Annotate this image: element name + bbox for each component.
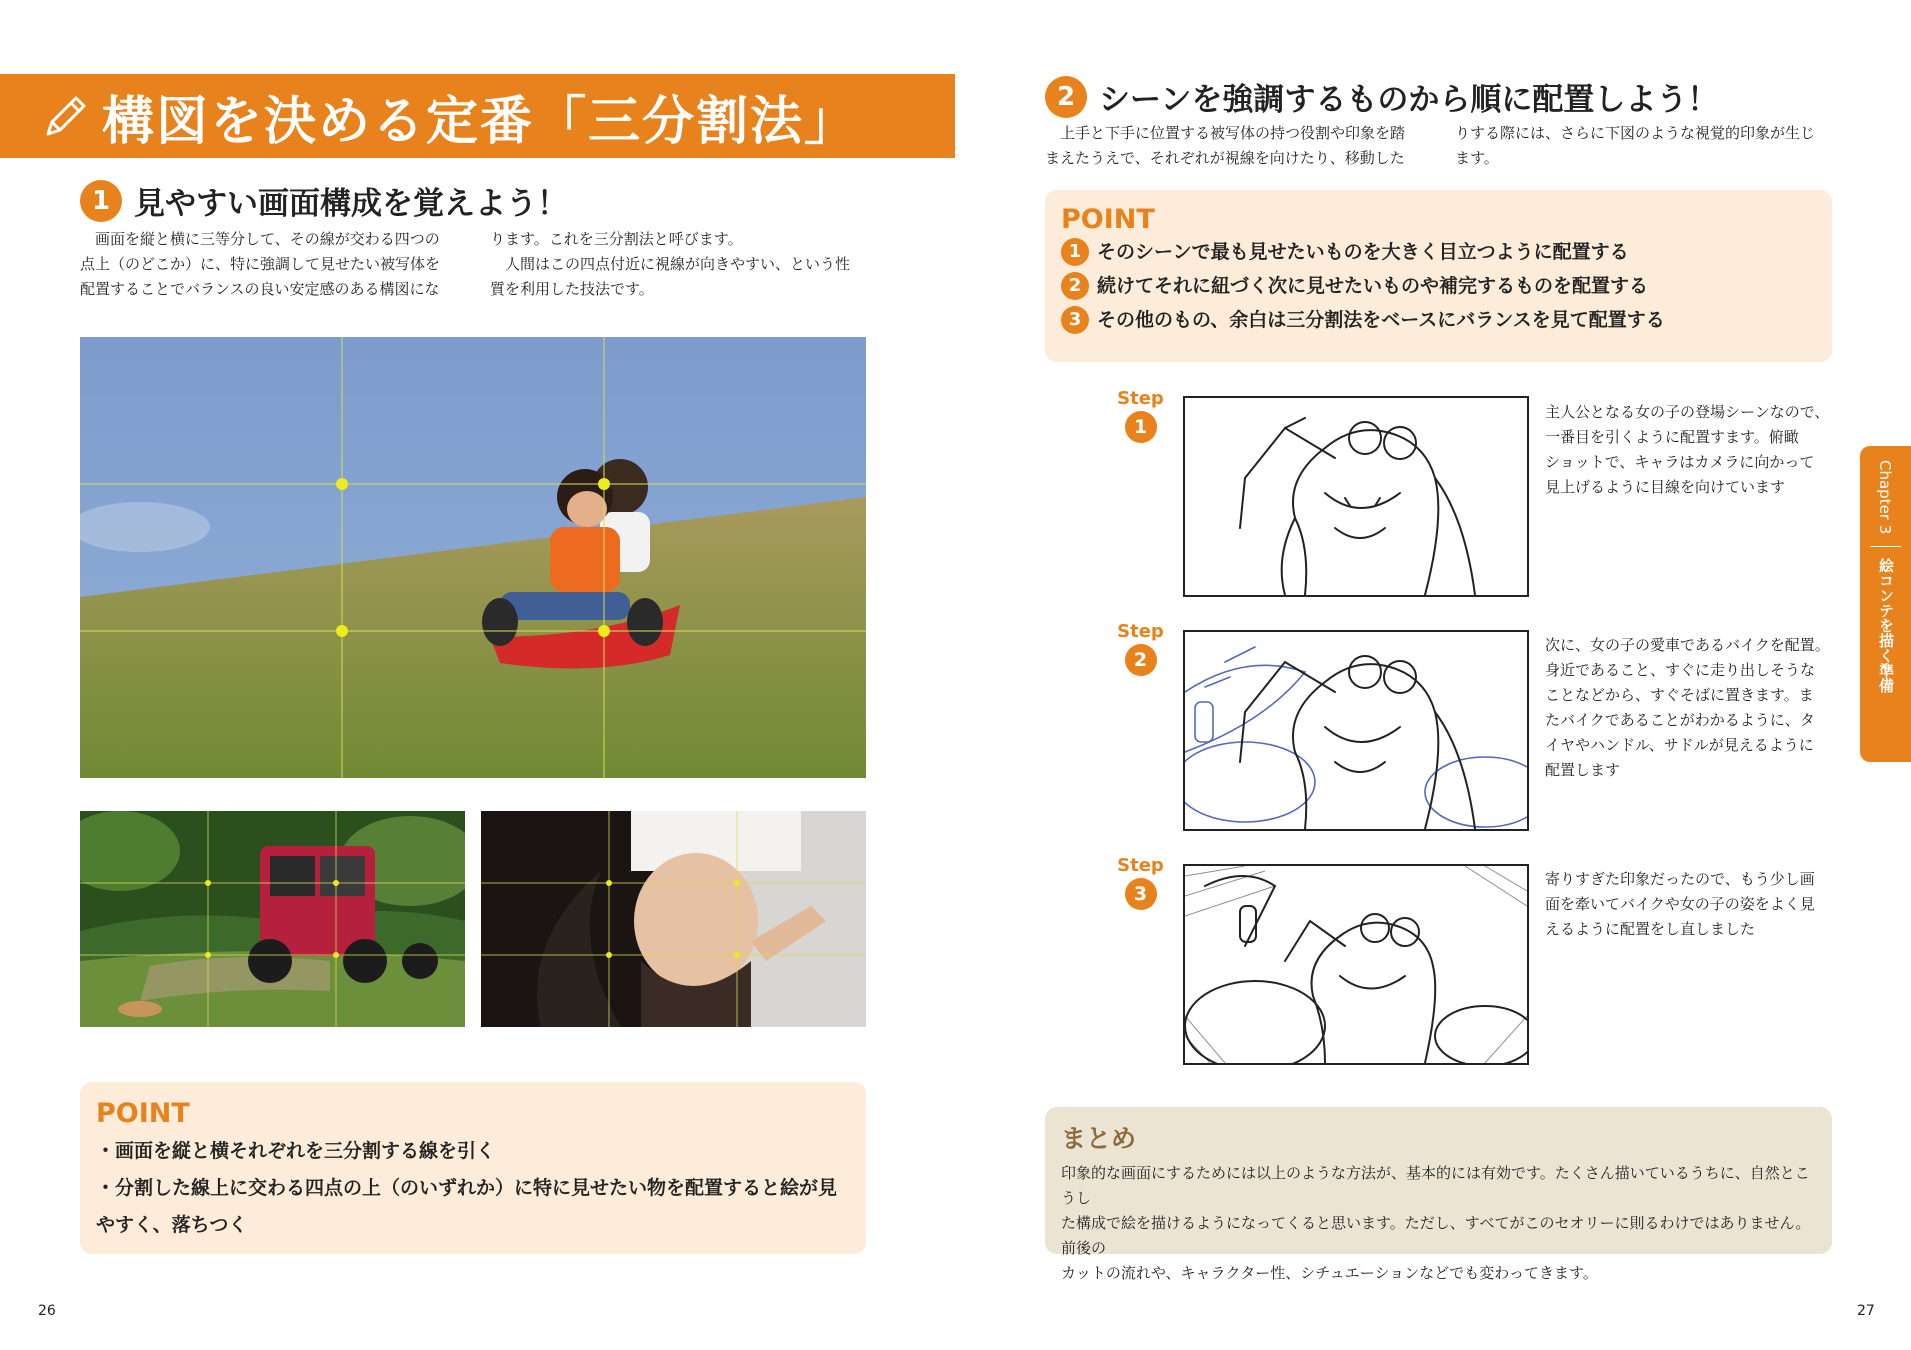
step-number-3: 3 (1125, 878, 1157, 910)
section-number-1: 1 (80, 180, 122, 222)
point-title: POINT (96, 1098, 190, 1129)
section-1-title: 見やすい画面構成を覚えよう！ (134, 186, 568, 222)
section-1-text-col1: 画面を縦と横に三等分して、その線が交わる四つの 点上（のどこか）に、特に強調して見せたい被写体を 配置することでバランスの良い安定感のある構図にな (80, 230, 441, 298)
step-2-marker: Step 2 (1113, 621, 1168, 676)
point-box-left (80, 1082, 866, 1254)
chapter-tab[interactable] (1860, 446, 1911, 762)
section-2-heading (1045, 74, 1718, 119)
page-number-right: 27 (1857, 1303, 1875, 1319)
step-2-text: 次に、女の子の愛車であるバイクを配置。 身近であること、すぐに走り出しそうな ことなどから、すぐそばに置きます。ま たバイクであることがわかるように、タ イヤやハンドル、サドルが見えるように 配置します (1545, 636, 1830, 779)
chapter-divider (1870, 546, 1901, 547)
point-box-right (1045, 190, 1832, 362)
chapter-number: Chapter 3 (1876, 460, 1894, 535)
summary-title: まとめ (1061, 1124, 1137, 1153)
summary-box (1045, 1107, 1832, 1282)
photo-tricycle (80, 811, 465, 1027)
step-1-marker: Step 1 (1113, 388, 1168, 443)
point-line-2: ・分割した線上に交わる四点の上（のいずれか）に特に見せたい物を配置すると絵が見 (96, 1177, 838, 1199)
point-line-1: ・画面を縦と横それぞれを三分割する線を引く (96, 1140, 496, 1162)
page-title-bar (0, 74, 955, 158)
pencil-icon (40, 90, 92, 142)
section-1-text-col2: ります。これを三分割法と呼びます。 人間はこの四点付近に視線が向きやすい、という性 質を利用した技法です。 (490, 230, 851, 298)
point-item-1: 1 そのシーンで最も見せたいものを大きく目立つように配置する (1061, 235, 1816, 269)
section-1-heading (80, 178, 568, 223)
step-number-2: 2 (1125, 644, 1157, 676)
step-3-text: 寄りすぎた印象だったので、もう少し画 面を牽いてバイクや女の子の姿をよく見 えるように配置をし直しました (1545, 870, 1815, 938)
point-number-2: 2 (1061, 272, 1089, 300)
page-title: 構図を決める定番「三分割法」 (102, 91, 859, 152)
section-2-title: シーンを強調するものから順に配置しよう！ (1099, 82, 1719, 118)
section-2-text-col1: 上手と下手に位置する被写体の持つ役割や印象を踏 まえたうえで、それぞれが視線を向けたり、移動した (1045, 124, 1406, 167)
chapter-title: 絵コンテを描く準備 (1877, 558, 1895, 693)
step-3-marker: Step 3 (1113, 855, 1168, 910)
photo-woman-lying (481, 811, 866, 1027)
section-2-text-col2: りする際には、さらに下図のような視覚的印象が生じ ます。 (1455, 124, 1816, 167)
storyboard-sketch-1 (1183, 396, 1529, 597)
point-number-1: 1 (1061, 238, 1089, 266)
point-title: POINT (1061, 204, 1155, 235)
point-line-3: やすく、落ちつく (96, 1214, 248, 1236)
page-number-left: 26 (38, 1303, 56, 1319)
point-item-3: 3 その他のもの、余白は三分割法をベースにバランスを見て配置する (1061, 303, 1816, 337)
step-number-1: 1 (1125, 411, 1157, 443)
section-number-2: 2 (1045, 76, 1087, 118)
photo-kids-sled (80, 337, 866, 778)
point-item-2: 2 続けてそれに紐づく次に見せたいものや補完するものを配置する (1061, 269, 1816, 303)
storyboard-sketch-3 (1183, 864, 1529, 1065)
point-number-3: 3 (1061, 306, 1089, 334)
step-1-text: 主人公となる女の子の登場シーンなので、 一番目を引くように配置すます。俯瞰 ショットで、キャラはカメラに向かって 見上げるように目線を向けています (1545, 403, 1830, 496)
storyboard-sketch-2 (1183, 630, 1529, 831)
summary-text: 印象的な画面にするためには以上のような方法が、基本的には有効です。たくさん描いているうちに、自然とこうし た構成で絵を描けるようになってくると思います。ただし、すべてがこのセオリーに則るわけではありません。前後の カットの流れや、キャラクター性、シチュエーションなどでも変わってきます。 (1061, 1164, 1811, 1282)
